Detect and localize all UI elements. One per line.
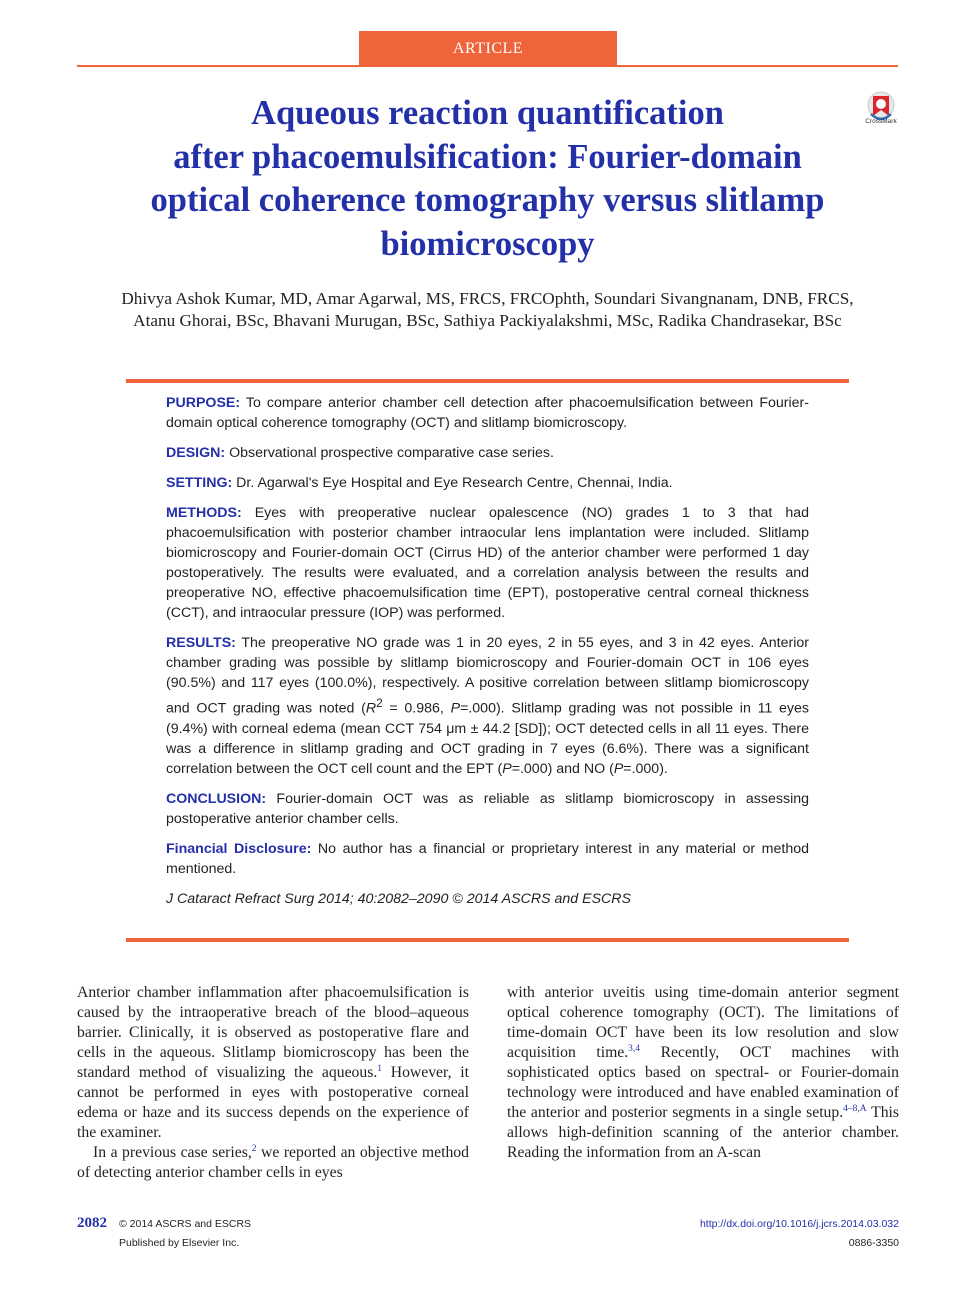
title-line: after phacoemulsification: Fourier-domain <box>173 137 802 176</box>
methods-label: METHODS: <box>166 505 242 521</box>
body-paragraph <box>77 983 469 1143</box>
reference-link[interactable]: 3,4 <box>628 1044 641 1054</box>
methods-text: Eyes with preoperative nuclear opalescence (NO) grades 1 to 3 that had phacoemulsification with posterior chamber intraocular lens implantation were included. Slitlamp biomicroscopy and Fourier-domain OCT (Cirrus HD) of the anterior chamber were performed 1 day postoperatively. The results were evaluated, and a correlation analysis between the results and preoperative NO, effective phacoemulsification time (EPT), postoperative central corneal thickness (CCT), and intraocular pressure (IOP) was performed. <box>166 505 809 621</box>
abstract-financial-disclosure <box>166 839 809 879</box>
financial-text: No author has a financial or proprietary interest in any material or method mentioned. <box>166 840 809 877</box>
results-text: =.000). <box>623 760 668 777</box>
results-label: RESULTS: <box>166 635 236 651</box>
reference-link[interactable]: 2 <box>251 1144 257 1154</box>
design-label: DESIGN: <box>166 445 226 461</box>
design-text: Observational prospective comparative case series. <box>225 445 554 461</box>
body-column-left <box>77 983 469 1183</box>
doi-link[interactable]: http://dx.doi.org/10.1016/j.jcrs.2014.03.032 <box>699 1218 899 1230</box>
page-number: 2082 <box>77 1215 107 1231</box>
body-paragraph <box>507 983 899 1163</box>
results-text: =.000) and NO ( <box>511 760 614 777</box>
p-symbol: P <box>450 700 461 717</box>
body-column-right <box>507 983 899 1163</box>
r-symbol: R <box>365 700 377 717</box>
abstract-top-rule <box>126 379 849 383</box>
header-rule <box>77 65 898 67</box>
title-line: biomicroscopy <box>380 224 595 263</box>
results-text: The preoperative NO grade was 1 in 20 eyes, 2 in 55 eyes, and 3 in 42 eyes. Anterior chamber grading was possible by slitlamp biomicroscopy and Fourier-domain OCT in 106 eyes (90.5%) and 117 eyes (100.0%), respectively. A positive correlation between slitlamp biomicroscopy and OCT grading was noted ( <box>166 635 809 717</box>
body-paragraph <box>77 1143 469 1183</box>
abstract-design <box>166 443 809 463</box>
journal-citation: J Cataract Refract Surg 2014; 40:2082–2090 © 2014 ASCRS and ESCRS <box>166 890 631 907</box>
purpose-label: PURPOSE: <box>166 395 241 411</box>
financial-label: Financial Disclosure: <box>166 840 312 857</box>
reference-link[interactable]: 1 <box>377 1064 383 1074</box>
reference-link[interactable]: 4–8,A <box>843 1104 867 1114</box>
results-text: =.000). Slitlamp grading was not possible in 11 eyes (9.4%) with corneal edema (mean CCT 754 μm ± 44.2 [SD]); OCT detected cells in all 11 eyes. There was a difference in slitlamp grading and OCT grading in 7 eyes (6.6%). There was a significant correlation between the OCT cell count and the EPT ( <box>166 700 810 777</box>
p-symbol: P <box>613 760 624 777</box>
body-text: Anterior chamber inflammation after phacoemulsification is caused by the intraoperative breach of the blood–aqueous barrier. Clinically, it is observed as postoperative flare and cells in the aqueous. Slitlamp biomicroscopy has been the standard method of visualizing the aqueous. <box>77 984 469 1081</box>
abstract-methods <box>166 503 809 623</box>
conclusion-label: CONCLUSION: <box>166 790 267 807</box>
results-text: = 0.986, <box>382 700 451 717</box>
conclusion-text: Fourier-domain OCT was as reliable as slitlamp biomicroscopy in assessing postoperative anterior chamber cells. <box>166 790 809 827</box>
body-text: with anterior uveitis using time-domain anterior segment optical coherence tomography (OCT). The limitations of time-domain OCT have been its low resolution and slow acquisition time. <box>507 984 899 1061</box>
abstract-results <box>166 633 809 779</box>
setting-text: Dr. Agarwal's Eye Hospital and Eye Research Centre, Chennai, India. <box>232 475 673 491</box>
footer-issn: 0886-3350 <box>848 1237 899 1249</box>
title-line: optical coherence tomography versus slitlamp <box>150 181 825 219</box>
body-text: we reported an objective method of detecting anterior chamber cells in eyes <box>77 1144 469 1181</box>
abstract-setting <box>166 473 809 493</box>
author-line: Atanu Ghorai, BSc, Bhavani Murugan, BSc, Sathiya Packiyalakshmi, MSc, Radika Chandrasekar, BSc <box>133 311 842 330</box>
body-text: This allows high-definition scanning of the anterior chamber. Reading the information from an A-scan <box>507 1104 899 1161</box>
crossmark-label: CrossMark <box>865 118 897 125</box>
p-symbol: P <box>502 760 512 777</box>
article-section-tab: ARTICLE <box>359 31 617 66</box>
body-text: However, it cannot be performed in eyes with postoperative corneal edema or haze and its success depends on the experience of the examiner. <box>77 1064 469 1141</box>
abstract-bottom-rule <box>126 938 849 942</box>
article-title <box>90 92 885 266</box>
author-line: Dhivya Ashok Kumar, MD, Amar Agarwal, MS, FRCS, FRCOphth, Soundari Sivangnanam, DNB, FRCS, <box>121 289 854 308</box>
abstract-purpose <box>166 393 809 433</box>
author-list <box>60 288 915 332</box>
purpose-text: To compare anterior chamber cell detection after phacoemulsification between Fourier-domain optical coherence tomography (OCT) and slitlamp biomicroscopy. <box>166 395 809 431</box>
abstract <box>166 393 809 919</box>
footer-publisher: Published by Elsevier Inc. <box>119 1237 240 1249</box>
r-exponent: 2 <box>376 696 383 710</box>
footer-copyright: © 2014 ASCRS and ESCRS <box>119 1218 252 1230</box>
title-line: Aqueous reaction quantification <box>251 94 724 132</box>
setting-label: SETTING: <box>166 475 233 491</box>
abstract-conclusion <box>166 789 809 829</box>
body-text: Recently, OCT machines with sophisticated optics based on spectral- or Fourier-domain technology were introduced and have enabled examination of the anterior and posterior segments in a single setup. <box>507 1044 899 1121</box>
body-text: In a previous case series, <box>93 1144 252 1161</box>
